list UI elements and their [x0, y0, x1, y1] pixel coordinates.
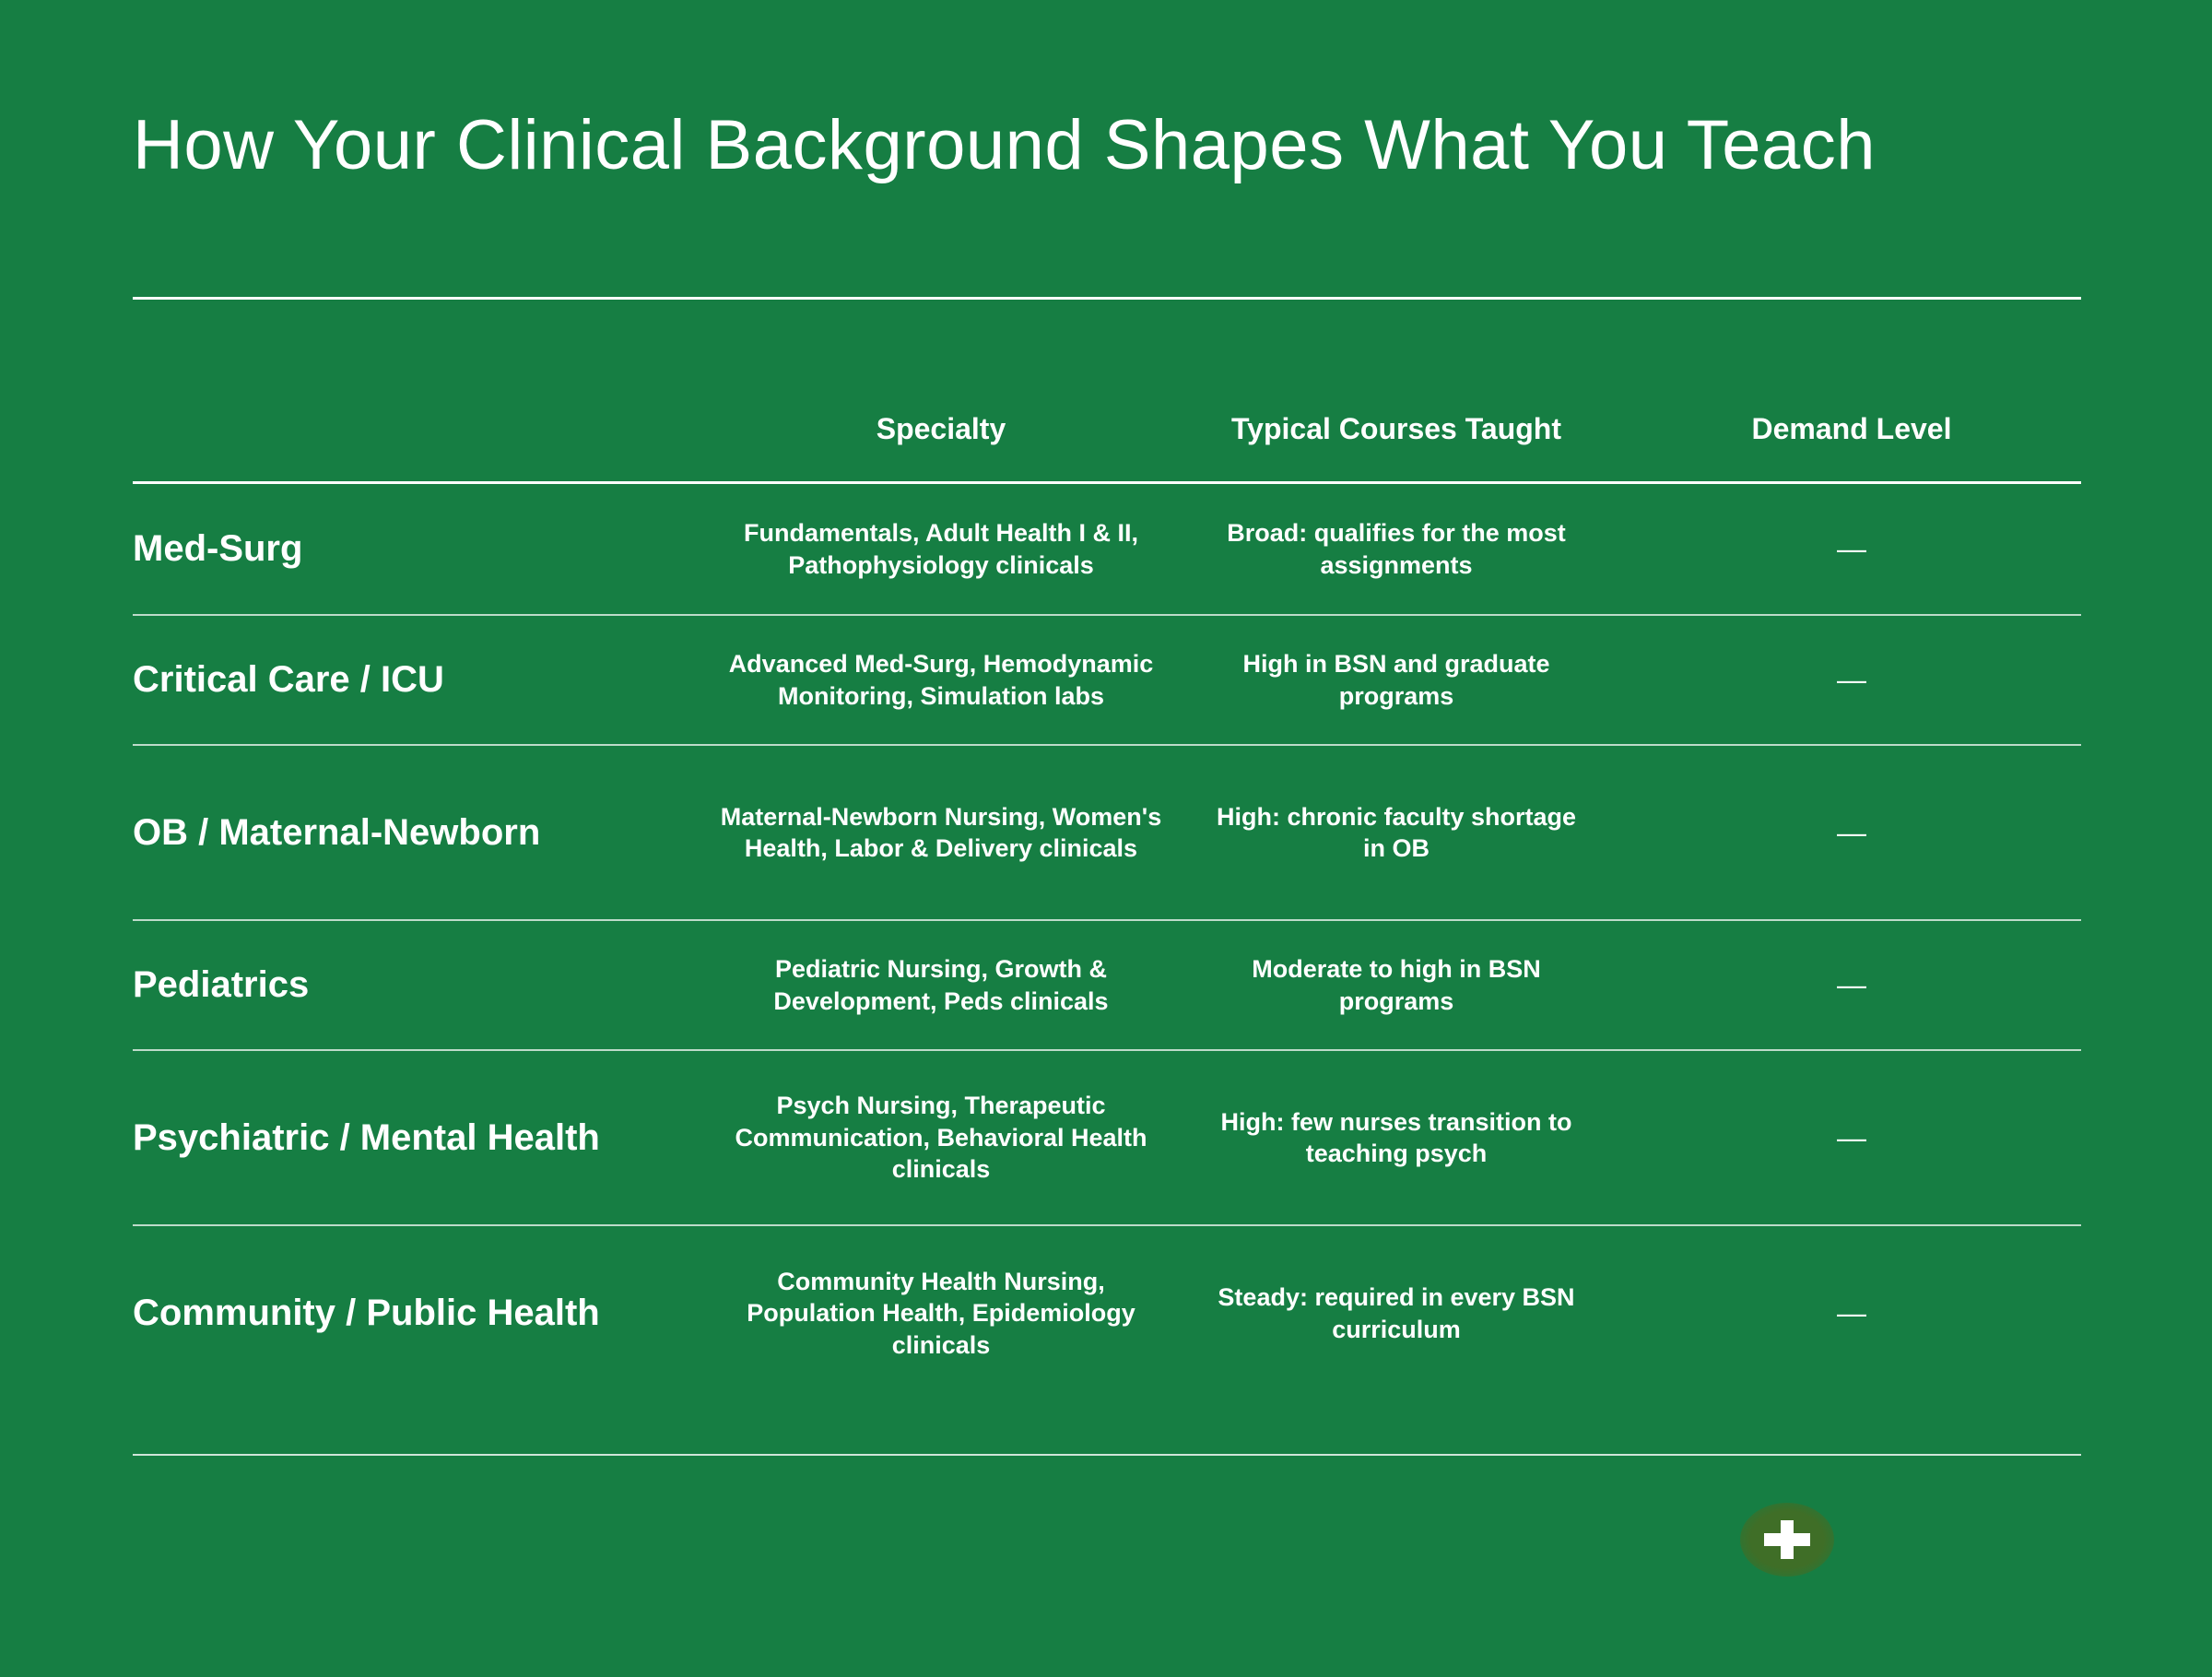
- table-row: [133, 484, 2081, 616]
- table-row: [133, 921, 2081, 1051]
- row-courses: Community Health Nursing, Population Health, Epidemiology clinicals: [747, 1267, 1135, 1359]
- medical-cross-logo: [1740, 1503, 1834, 1577]
- table-header-row: [133, 395, 2081, 484]
- row-courses: Advanced Med-Surg, Hemodynamic Monitoring, Simulation labs: [728, 650, 1154, 710]
- table-row: [133, 1226, 2081, 1400]
- row-specialty-name: Psychiatric / Mental Health: [133, 1116, 600, 1158]
- row-demand-level: —: [1837, 968, 1866, 1002]
- row-demand-note: Moderate to high in BSN programs: [1252, 955, 1541, 1015]
- row-demand-note: High: few nurses transition to teaching psych: [1220, 1107, 1572, 1167]
- row-demand-level: —: [1837, 815, 1866, 849]
- row-demand-level: —: [1837, 1120, 1866, 1154]
- page-title: How Your Clinical Background Shapes What You Teach: [133, 106, 1877, 184]
- column-header-specialty: Specialty: [876, 412, 1006, 445]
- medical-cross-icon: [1759, 1517, 1816, 1563]
- top-divider: [133, 297, 2081, 300]
- table-row: [133, 616, 2081, 746]
- row-demand-note: High: chronic faculty shortage in OB: [1216, 802, 1577, 862]
- row-demand-note: High in BSN and graduate programs: [1242, 650, 1550, 710]
- column-header-demand: Demand Level: [1751, 412, 1952, 445]
- bottom-divider: [133, 1454, 2081, 1456]
- row-courses: Pediatric Nursing, Growth & Development, Peds clinicals: [773, 955, 1109, 1015]
- row-courses: Psych Nursing, Therapeutic Communication, Behavioral Health clinicals: [735, 1092, 1147, 1184]
- row-specialty-name: Critical Care / ICU: [133, 659, 444, 700]
- row-demand-note: Broad: qualifies for the most assignments: [1227, 519, 1566, 579]
- row-courses: Fundamentals, Adult Health I & II, Pathophysiology clinicals: [743, 519, 1139, 579]
- table-row: [133, 1051, 2081, 1226]
- row-demand-level: —: [1837, 1296, 1866, 1330]
- row-courses: Maternal-Newborn Nursing, Women's Health, Labor & Delivery clinicals: [720, 802, 1162, 862]
- table-row: [133, 746, 2081, 921]
- row-specialty-name: Community / Public Health: [133, 1293, 600, 1333]
- row-specialty-name: OB / Maternal-Newborn: [133, 811, 541, 853]
- row-specialty-name: Med-Surg: [133, 528, 303, 569]
- row-demand-level: —: [1837, 663, 1866, 697]
- row-demand-level: —: [1837, 532, 1866, 566]
- column-header-courses: Typical Courses Taught: [1231, 412, 1561, 445]
- row-demand-note: Steady: required in every BSN curriculum: [1218, 1283, 1575, 1343]
- row-specialty-name: Pediatrics: [133, 964, 310, 1005]
